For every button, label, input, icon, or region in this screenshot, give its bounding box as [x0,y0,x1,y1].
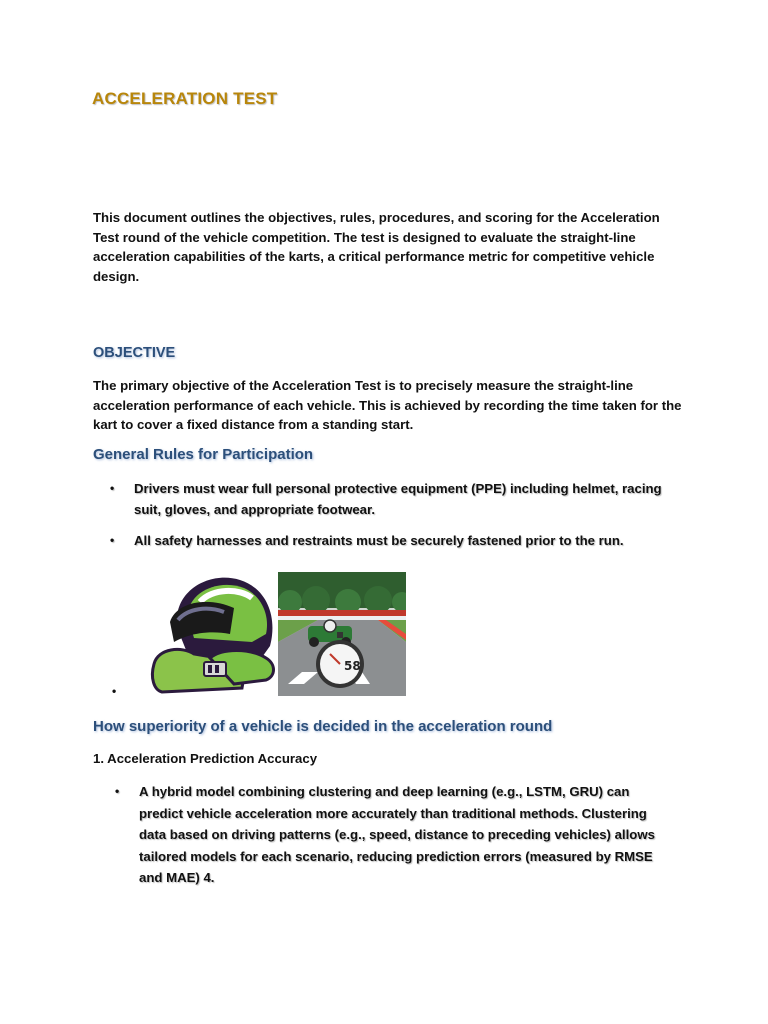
intro-paragraph: This document outlines the objectives, rules, procedures, and scoring for the Acceleration Test round of the vehicle competition. The test is designed to evaluate the straight-line acceleration capabilities of the karts, a critical performance metric for competitive vehicle design. [93,210,660,284]
objective-paragraph: The primary objective of the Acceleration Test is to precisely measure the straight-line acceleration performance of each vehicle. This is achieved by recording the time taken for the kart to cover a fixed distance from a standing start. [93,378,682,433]
superiority-heading: How superiority of a vehicle is decided in the acceleration round [93,718,553,735]
rules-heading: General Rules for Participation [93,446,314,463]
list-item [110,478,680,520]
rule-text: All safety harnesses and restraints must be securely fastened prior to the run. [134,533,624,548]
list-item [110,530,680,551]
bullet-icon: • [115,784,120,798]
bullet-icon: • [110,481,115,495]
bullet-icon: • [112,684,117,698]
stopwatch-readout: 58 [344,659,361,673]
illustration-row [148,568,408,696]
accuracy-text: A hybrid model combining clustering and deep learning (e.g., LSTM, GRU) can predict vehicle acceleration more accurately than traditional methods. Clustering data based on driving patterns (e.g., speed, distance to preceding vehicles) allows tailored models for each scenario, reducing prediction errors (measured by RMSE and MAE) 4. [139,784,655,886]
list-item [115,781,675,889]
helmet-gloves-image [148,568,280,696]
kart-stopwatch-image [278,572,406,696]
accuracy-list [115,781,675,889]
objective-heading: OBJECTIVE [93,345,176,361]
document-title: ACCELERATION TEST [92,89,278,108]
rule-text: Drivers must wear full personal protective equipment (PPE) including helmet, racing suit, gloves, and appropriate footwear. [134,481,662,517]
bullet-icon: • [110,533,115,547]
rules-list [110,478,680,561]
superiority-subheading: 1. Acceleration Prediction Accuracy [93,751,318,766]
